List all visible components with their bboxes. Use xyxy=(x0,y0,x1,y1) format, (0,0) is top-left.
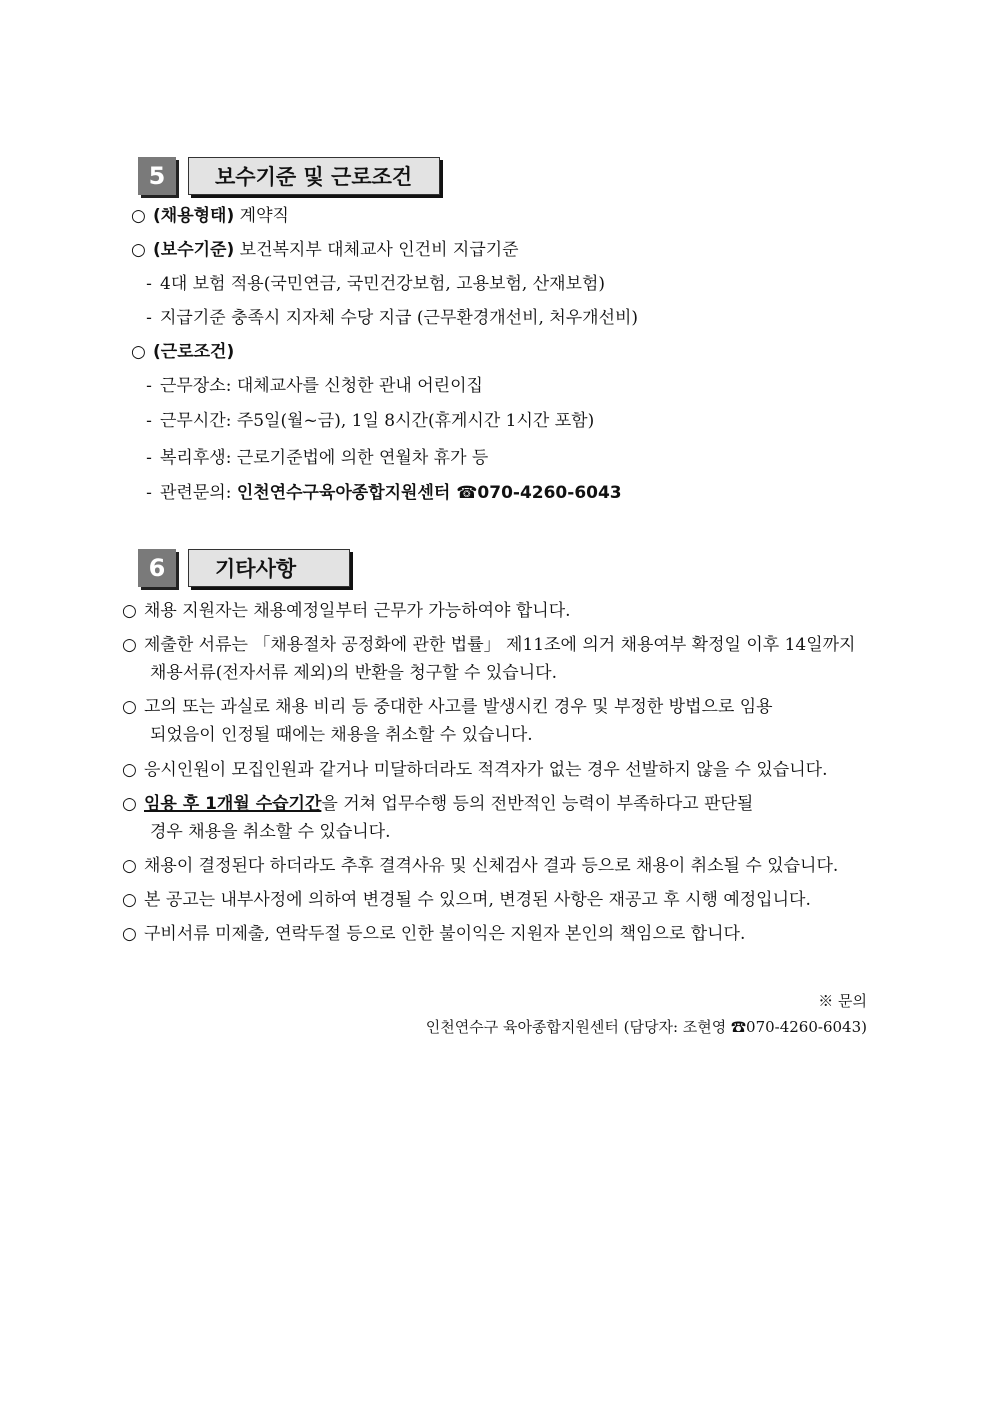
notice-item: ○ 채용 지원자는 채용예정일부터 근무가 가능하여야 합니다. xyxy=(122,601,571,621)
circle-bullet-icon: ○ xyxy=(122,601,137,621)
section-5-title: 보수기준 및 근로조건 xyxy=(188,157,440,195)
notice-item: ○ 본 공고는 내부사정에 의하여 변경될 수 있으며, 변경된 사항은 재공고 후 시행 예정입니다. xyxy=(122,890,811,910)
notice-item: ○ 제출한 서류는 「채용절차 공정화에 관한 법률」 제11조에 의거 채용여부 확정일 이후 14일까지 xyxy=(122,635,856,655)
circle-bullet-icon: ○ xyxy=(122,924,137,944)
work-item-text: 근무시간: 주5일(월~금), 1일 8시간(휴게시간 1시간 포함) xyxy=(160,411,595,431)
contact-row: - 관련문의: 인천연수구육아종합지원센터 ☎070-4260-6043 xyxy=(146,483,622,503)
section-6-number: 6 xyxy=(138,549,176,587)
notice-item-continuation: 채용서류(전자서류 제외)의 반환을 청구할 수 있습니다. xyxy=(150,663,557,683)
work-item: - 근무시간: 주5일(월~금), 1일 8시간(휴게시간 1시간 포함) xyxy=(146,411,595,431)
employment-type-row xyxy=(131,205,289,227)
pay-standard-value: 보건복지부 대체교사 인건비 지급기준 xyxy=(239,240,519,260)
notice-item-continuation: 되었음이 인정될 때에는 채용을 취소할 수 있습니다. xyxy=(150,725,533,745)
notice-item: ○ 응시인원이 모집인원과 같거나 미달하더라도 적격자가 없는 경우 선발하지 않을 수 있습니다. xyxy=(122,760,828,780)
circle-bullet-icon: ○ xyxy=(122,760,137,780)
notice-item: ○ 임용 후 1개월 수습기간을 거쳐 업무수행 등의 전반적인 능력이 부족하다고 판단될 xyxy=(122,794,754,814)
pay-item: - 지급기준 충족시 지자체 수당 지급 (근무환경개선비, 처우개선비) xyxy=(146,308,639,328)
pay-item-text: 4대 보험 적용(국민연금, 국민건강보험, 고용보험, 산재보험) xyxy=(160,274,606,294)
circle-bullet-icon: ○ xyxy=(131,240,146,260)
footer-contact: 인천연수구 육아종합지원센터 (담당자: 조현영 ☎070-4260-6043) xyxy=(425,1018,867,1036)
work-item: - 근무장소: 대체교사를 신청한 관내 어린이집 xyxy=(146,376,483,396)
circle-bullet-icon: ○ xyxy=(122,890,137,910)
contact-label: 관련문의: xyxy=(160,483,232,503)
circle-bullet-icon: ○ xyxy=(131,342,146,362)
employment-type-value: 계약직 xyxy=(239,206,289,226)
notice-item: ○ 구비서류 미제출, 연락두절 등으로 인한 불이익은 지원자 본인의 책임으로 합니다. xyxy=(122,924,746,944)
work-conditions-label: (근로조건) xyxy=(153,342,235,362)
notice-item-continuation: 경우 채용을 취소할 수 있습니다. xyxy=(150,822,391,842)
contact-value: 인천연수구육아종합지원센터 ☎070-4260-6043 xyxy=(236,483,622,503)
circle-bullet-icon: ○ xyxy=(131,206,146,226)
notice-item: ○ 채용이 결정된다 하더라도 추후 결격사유 및 신체검사 결과 등으로 채용이 취소될 수 있습니다. xyxy=(122,856,839,876)
circle-bullet-icon: ○ xyxy=(122,697,137,717)
pay-item: - 4대 보험 적용(국민연금, 국민건강보험, 고용보험, 산재보험) xyxy=(146,274,606,294)
section-6-header xyxy=(138,549,350,587)
pay-standard-label: (보수기준) xyxy=(153,240,235,260)
circle-bullet-icon: ○ xyxy=(122,635,137,655)
probation-emphasis: 임용 후 1개월 수습기간 xyxy=(144,794,322,814)
section-5-number: 5 xyxy=(138,157,176,195)
circle-bullet-icon: ○ xyxy=(122,856,137,876)
pay-item-text: 지급기준 충족시 지자체 수당 지급 (근무환경개선비, 처우개선비) xyxy=(160,308,639,328)
section-6-title: 기타사항 xyxy=(188,549,350,587)
section-5-header xyxy=(138,157,440,195)
employment-type-label: (채용형태) xyxy=(153,206,235,226)
work-item-text: 복리후생: 근로기준법에 의한 연월차 휴가 등 xyxy=(160,448,489,468)
footer-note: ※ 문의 xyxy=(818,992,867,1010)
work-conditions-row xyxy=(131,341,234,363)
pay-standard-row xyxy=(131,239,519,261)
work-item: - 복리후생: 근로기준법에 의한 연월차 휴가 등 xyxy=(146,448,489,468)
notice-item: ○ 고의 또는 과실로 채용 비리 등 중대한 사고를 발생시킨 경우 및 부정한 방법으로 임용 xyxy=(122,697,773,717)
circle-bullet-icon: ○ xyxy=(122,794,137,814)
work-item-text: 근무장소: 대체교사를 신청한 관내 어린이집 xyxy=(160,376,483,396)
